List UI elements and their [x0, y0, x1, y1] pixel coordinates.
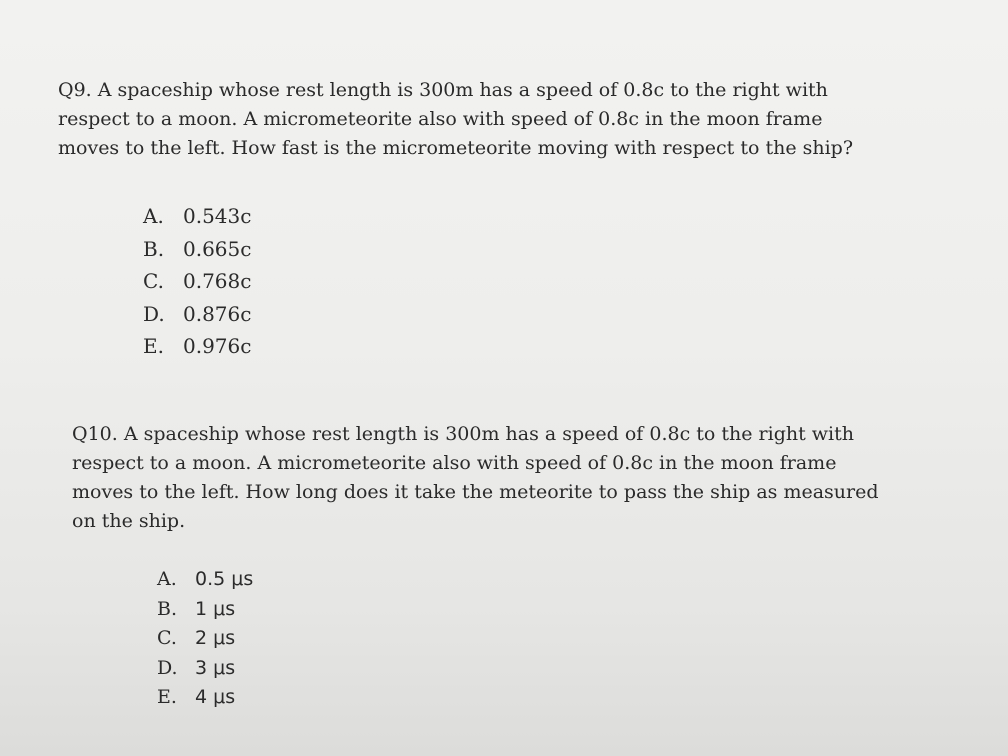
option-letter: A. [143, 204, 164, 228]
question-10-line: moves to the left. How long does it take the meteorite to pass the ship as measured [72, 481, 879, 503]
option-value: 1 μs [195, 597, 236, 620]
option-letter: D. [143, 301, 165, 326]
question-10-options [157, 565, 253, 713]
option-value: 2 μs [195, 627, 236, 649]
question-9-option-b [143, 233, 251, 266]
option-value: 0.876c [183, 301, 252, 326]
option-letter: B. [143, 236, 165, 261]
question-10-option-c [157, 624, 253, 654]
question-9-text [58, 76, 958, 163]
question-10-option-d [157, 654, 253, 684]
question-9-option-c [143, 265, 251, 298]
question-9-option-d [143, 298, 251, 331]
option-letter: E. [157, 686, 177, 708]
question-9-line: Q9. A spaceship whose rest length is 300m has a speed of 0.8c to the right with [58, 79, 828, 101]
option-letter: C. [143, 269, 164, 293]
question-10-text [72, 420, 982, 536]
question-10-line: respect to a moon. A micrometeorite also with speed of 0.8c in the moon frame [72, 452, 837, 474]
question-10-option-a [157, 565, 253, 595]
question-9-line: moves to the left. How fast is the micrometeorite moving with respect to the ship? [58, 137, 854, 159]
option-value: 0.5 μs [195, 568, 254, 590]
question-10-line: Q10. A spaceship whose rest length is 300m has a speed of 0.8c to the right with [72, 423, 854, 445]
option-value: 0.665c [183, 236, 252, 261]
option-value: 3 μs [195, 656, 236, 679]
question-9-option-e [143, 330, 251, 363]
option-letter: B. [157, 597, 178, 620]
option-letter: E. [143, 334, 164, 358]
option-letter: A. [157, 568, 177, 590]
option-letter: C. [157, 627, 177, 649]
option-value: 0.976c [183, 334, 252, 358]
question-9-line: respect to a moon. A micrometeorite also with speed of 0.8c in the moon frame [58, 108, 823, 130]
question-10-line: on the ship. [72, 510, 186, 532]
question-9-options [143, 200, 251, 363]
question-9-option-a [143, 200, 251, 233]
option-letter: D. [157, 656, 178, 679]
option-value: 4 μs [195, 686, 236, 708]
option-value: 0.543c [183, 204, 252, 228]
question-10-option-e [157, 683, 253, 713]
question-10-option-b [157, 595, 253, 625]
option-value: 0.768c [183, 269, 252, 293]
